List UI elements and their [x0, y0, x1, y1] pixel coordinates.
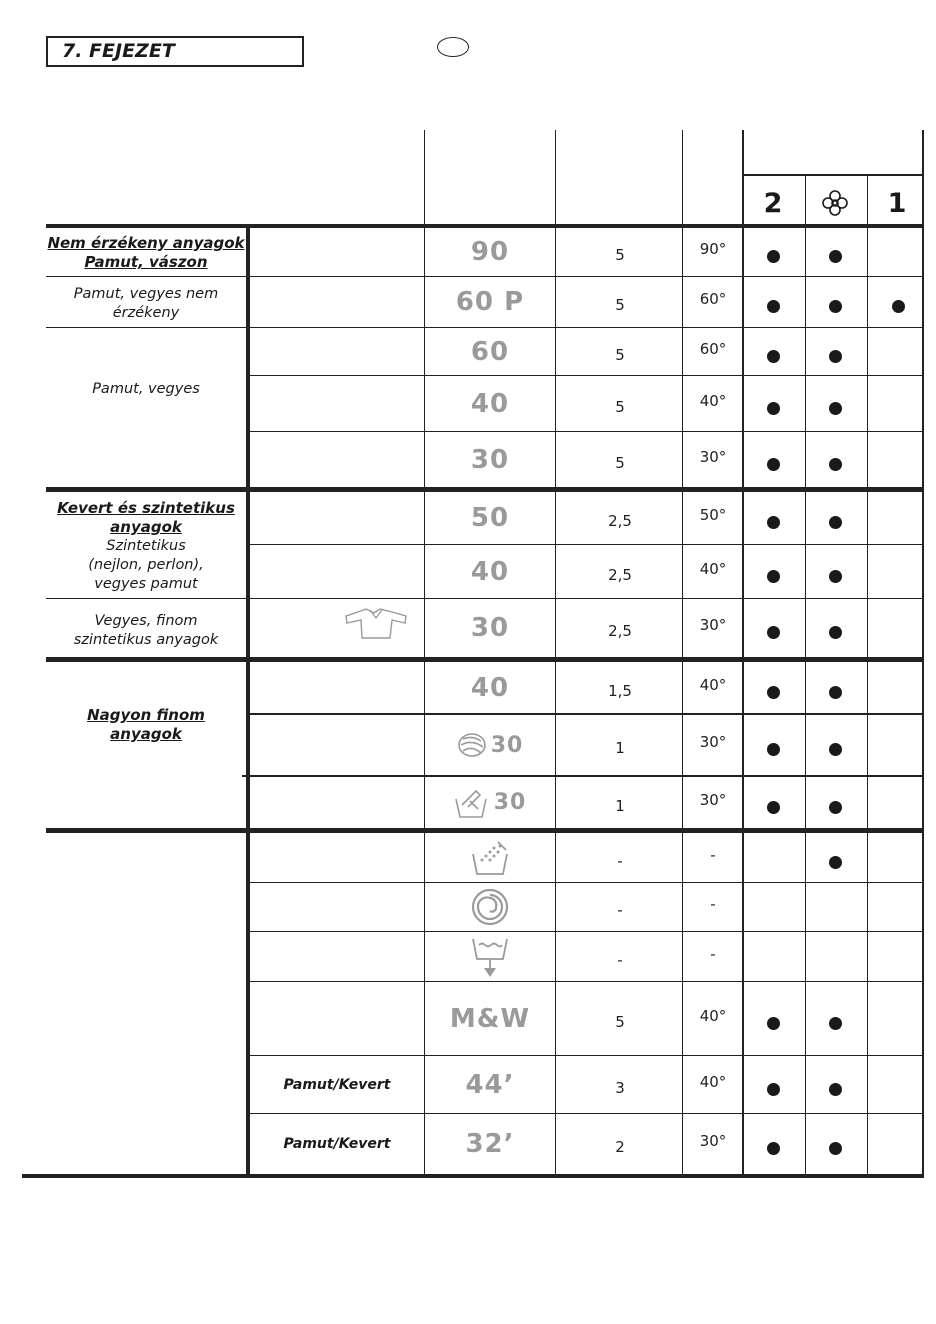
- max-load-value: 2,5: [608, 622, 632, 640]
- category-line: Szintetikus: [106, 538, 186, 554]
- program-number: 30: [493, 790, 527, 815]
- hand-wash-icon: [454, 787, 490, 819]
- program-description: Pamut/Kevert: [283, 1136, 391, 1152]
- program-number: 44’: [465, 1069, 515, 1100]
- program-cell: [426, 552, 554, 592]
- option-dot: [829, 300, 842, 313]
- category-line: érzékeny: [112, 305, 180, 321]
- program-number: 30: [490, 732, 524, 758]
- category-title: Nagyon finom: [87, 706, 205, 724]
- category-line: szintetikus anyagok: [73, 632, 219, 648]
- drain-icon: [470, 935, 510, 979]
- option-dot: [767, 1142, 780, 1155]
- temperature-value: 40°: [699, 391, 727, 410]
- max-load-value: -: [617, 851, 623, 870]
- temperature-value: -: [710, 845, 716, 864]
- flower-icon: [822, 190, 848, 220]
- option-dot: [767, 743, 780, 756]
- temperature-value: 40°: [699, 559, 727, 578]
- program-cell: [426, 999, 554, 1039]
- program-cell: [426, 440, 554, 480]
- option-dot: [767, 570, 780, 583]
- temperature-value: 30°: [699, 790, 727, 809]
- category-fine-synthetic: [46, 612, 246, 650]
- program-number: 32’: [465, 1129, 515, 1159]
- max-load-value: 1: [615, 796, 625, 815]
- program-cell: [426, 725, 554, 765]
- option-dot: [829, 516, 842, 529]
- option-dot: [767, 402, 780, 415]
- program-cell: [426, 937, 554, 977]
- option-2-header: 2: [763, 188, 783, 219]
- option-dot: [767, 1017, 780, 1030]
- max-load-value: 2,5: [608, 512, 632, 530]
- program-number: 40: [470, 672, 510, 703]
- temperature-value: 30°: [699, 733, 727, 751]
- program-cell: [426, 498, 554, 538]
- shirt-icon: [344, 606, 408, 646]
- category-line: Vegyes, finom: [94, 613, 198, 629]
- language-oval-icon: [437, 37, 469, 57]
- category-title: anyagok: [110, 518, 182, 536]
- category-title: Kevert és szintetikus: [57, 499, 235, 517]
- temperature-value: 50°: [699, 506, 727, 524]
- max-load-value: 5: [615, 1012, 625, 1031]
- option-dot: [829, 458, 842, 471]
- max-load-value: 1: [615, 739, 625, 757]
- program-cell: [426, 232, 554, 272]
- temperature-value: 90°: [699, 240, 727, 258]
- program-number: 60: [470, 336, 510, 367]
- program-cell: [426, 1124, 554, 1164]
- option-dot: [767, 516, 780, 529]
- option-dot: [829, 743, 842, 756]
- program-cell: [426, 384, 554, 424]
- temperature-value: 30°: [699, 447, 727, 466]
- spin-icon: [470, 887, 510, 927]
- option-1-header: 1: [887, 188, 907, 219]
- program-number: 40: [470, 556, 510, 587]
- option-dot: [767, 801, 780, 814]
- option-dot: [767, 1083, 780, 1096]
- option-dot: [767, 626, 780, 639]
- max-load-value: -: [617, 950, 623, 969]
- option-dot: [767, 300, 780, 313]
- option-dot: [767, 686, 780, 699]
- temperature-value: 30°: [699, 616, 727, 634]
- max-load-value: 5: [615, 453, 625, 472]
- program-cell: [426, 332, 554, 372]
- category-line: vegyes pamut: [94, 576, 198, 592]
- option-dot: [829, 1017, 842, 1030]
- program-cell: [426, 887, 554, 927]
- option-dot: [767, 250, 780, 263]
- max-load-value: 2: [615, 1138, 625, 1156]
- max-load-value: 5: [615, 296, 625, 314]
- max-load-value: 5: [615, 246, 625, 264]
- program-cell: [426, 282, 554, 322]
- temperature-value: 40°: [699, 1072, 727, 1091]
- category-title: Nem érzékeny anyagok: [47, 234, 245, 252]
- max-load-value: 5: [615, 345, 625, 364]
- max-load-value: 2,5: [608, 565, 632, 584]
- program-cell: [426, 838, 554, 878]
- option-dot: [829, 350, 842, 363]
- temperature-value: -: [710, 944, 716, 963]
- program-cell: [426, 608, 554, 648]
- program-cell: [426, 1065, 554, 1105]
- program-number: 30: [470, 613, 510, 643]
- category-cotton-mixed-nondelicate: [46, 285, 246, 323]
- option-dot: [829, 570, 842, 583]
- category-cotton-mixed: [46, 380, 246, 399]
- temperature-value: 60°: [699, 339, 727, 358]
- option-dot: [829, 626, 842, 639]
- temperature-value: 30°: [699, 1132, 727, 1150]
- temperature-value: 40°: [699, 675, 727, 694]
- temperature-value: 40°: [699, 1006, 727, 1025]
- program-number: 90: [470, 237, 510, 267]
- category-line: (nejlon, perlon),: [88, 557, 204, 573]
- category-mixed-synthetic: [46, 499, 246, 594]
- program-number: 30: [470, 444, 510, 475]
- option-dot: [829, 856, 842, 869]
- option-dot: [892, 300, 905, 313]
- max-load-value: -: [617, 901, 623, 919]
- program-cell: [426, 783, 554, 823]
- temperature-value: 60°: [699, 290, 727, 308]
- category-very-delicate: [46, 706, 246, 744]
- option-dot: [829, 801, 842, 814]
- option-dot: [829, 250, 842, 263]
- option-dot: [829, 686, 842, 699]
- max-load-value: 5: [615, 397, 625, 416]
- program-number: 40: [470, 388, 510, 419]
- category-line: Pamut, vegyes nem: [73, 286, 219, 302]
- category-title: anyagok: [110, 725, 182, 743]
- category-non-delicate: [46, 234, 246, 272]
- max-load-value: 3: [615, 1078, 625, 1097]
- chapter-heading: 7. FEJEZET: [46, 36, 304, 67]
- option-dot: [829, 1142, 842, 1155]
- program-number: 50: [470, 503, 510, 533]
- option-dot: [767, 458, 780, 471]
- rinse-icon: [470, 838, 510, 878]
- option-dot: [829, 1083, 842, 1096]
- temperature-value: -: [710, 895, 716, 913]
- program-number: 60 P: [455, 287, 525, 317]
- wool-icon: [457, 731, 487, 759]
- program-description: Pamut/Kevert: [283, 1076, 391, 1093]
- category-subtitle: Pamut, vászon: [84, 253, 208, 271]
- program-cell: [426, 668, 554, 708]
- program-number: M&W: [449, 1003, 531, 1034]
- max-load-value: 1,5: [608, 681, 632, 700]
- option-dot: [767, 350, 780, 363]
- option-dot: [829, 402, 842, 415]
- category-line: Pamut, vegyes: [92, 381, 200, 397]
